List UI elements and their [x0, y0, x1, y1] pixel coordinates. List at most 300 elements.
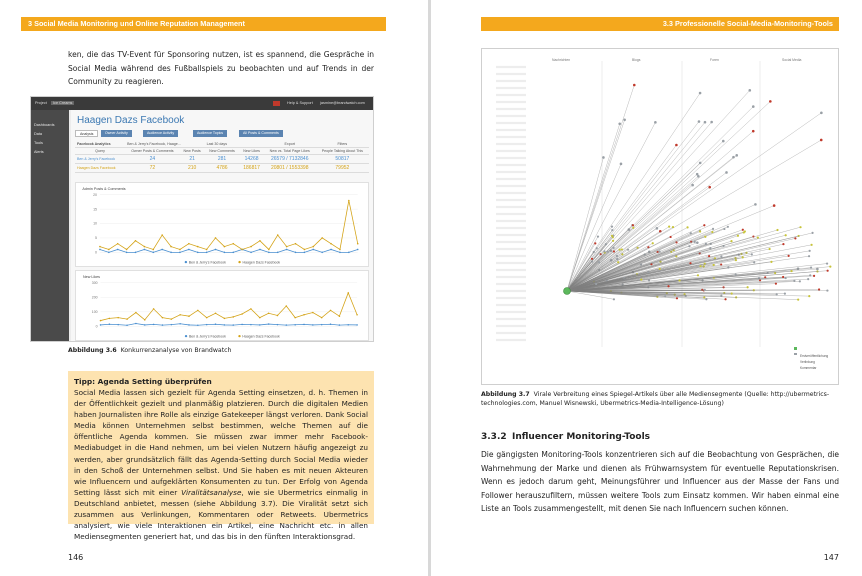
data-point [126, 324, 128, 326]
data-point [232, 316, 234, 318]
y-tick-label: 100 [91, 309, 98, 314]
data-point [277, 315, 279, 317]
spread-node [640, 279, 642, 281]
data-point [179, 314, 181, 316]
column-header: People Talking About This [316, 148, 369, 155]
spread-node [742, 229, 744, 231]
data-point [179, 323, 181, 325]
y-tick-label: 20 [93, 192, 98, 197]
spread-node [659, 250, 661, 252]
data-point [144, 324, 146, 326]
data-point [179, 249, 181, 251]
data-point [250, 324, 252, 326]
spread-node [820, 112, 823, 115]
spread-node [753, 261, 755, 263]
data-point [232, 324, 234, 326]
spread-node [619, 249, 621, 251]
series-line [101, 323, 358, 325]
column-header: New Posts [180, 148, 205, 155]
data-point [286, 324, 288, 326]
body-paragraph: ken, die das TV-Event für Sponsoring nutzen, ist es spannend, die Gespräche in Social Media während des Fußballspiels zu beobachten und auf Trends in der Community zu reagieren. [68, 50, 374, 87]
data-point [268, 249, 270, 251]
sidebar-item-dashboards: Dashboards [34, 123, 55, 127]
segment-header: Social Media [782, 58, 802, 62]
sidebar-item-tools: Tools [34, 141, 43, 145]
data-point [268, 323, 270, 325]
spread-node [809, 274, 811, 276]
table-cell: 186817 [239, 164, 263, 173]
screenshot-page-title: Haagen Dazs Facebook [77, 115, 185, 126]
spread-node [725, 171, 728, 174]
data-point [109, 318, 111, 320]
table-cell: 20801 / 1553398 [264, 164, 316, 173]
page-number-left: 146 [68, 553, 84, 562]
spread-node [705, 243, 707, 245]
data-point [232, 243, 234, 245]
legend-label: Haagen Dazs Facebook [242, 260, 281, 265]
legend-marker [185, 335, 187, 337]
tab-audience-topics: Audience Topics [193, 130, 227, 137]
spread-node [794, 237, 796, 239]
data-point [259, 249, 261, 251]
tip-box [68, 371, 374, 542]
data-point [321, 317, 323, 319]
spread-node [826, 262, 828, 264]
y-tick-label: 10 [93, 221, 98, 226]
screenshot-main [71, 110, 373, 342]
data-point [126, 252, 128, 254]
spread-node [752, 105, 755, 108]
spread-node [627, 249, 629, 251]
spread-node [597, 235, 599, 237]
data-point [153, 324, 155, 326]
spread-node [776, 293, 778, 295]
tab-all-posts: All Posts & Comments [239, 130, 283, 137]
data-point [188, 324, 190, 326]
spread-node [690, 232, 692, 234]
body-paragraph: Die gängigsten Monitoring-Tools konzentrieren sich auf die Beobachtung von Gesprächen, die Wahrnehmung der Marke und dienen als Frühwarnsystem für eventuelle Reputationskrisen. Wenn es jedoch darum geht, Meinungsführer und Influencer aus der Masse der Fans und Follower herauszufiltern, müssen weitere Tools zum Einsatz kommen. Wir haben einmal eine Liste an Tools zusammengestellt, mit denen Sie nach Influencern suchen können. [481, 450, 839, 514]
spread-node [667, 285, 669, 287]
data-point [171, 324, 173, 326]
series-line [100, 200, 358, 249]
data-point [294, 317, 296, 319]
data-point [197, 252, 199, 254]
data-point [259, 240, 261, 242]
spread-node [743, 231, 745, 233]
data-point [356, 324, 358, 326]
data-point [294, 324, 296, 326]
data-point [295, 243, 297, 245]
table-cell: 24 [125, 155, 180, 164]
legend-item: Kommentar [800, 366, 817, 370]
spread-node [694, 241, 696, 243]
spread-node [670, 236, 672, 238]
segment-header: Blogs [632, 58, 641, 62]
spread-node [704, 289, 706, 291]
spread-node [769, 100, 772, 103]
data-point [268, 312, 270, 314]
data-point [357, 243, 359, 245]
table-cell: 281 [205, 155, 240, 164]
spread-node [811, 232, 813, 234]
data-point [162, 324, 164, 326]
spread-node [773, 204, 776, 207]
spread-node [699, 92, 702, 95]
line-chart-admin-posts [75, 182, 369, 267]
help-menu: Help & Support [287, 101, 313, 105]
spread-node [782, 276, 784, 278]
column-header: Owner Posts & Comments [125, 148, 180, 155]
spread-node [747, 286, 749, 288]
right-page [431, 0, 862, 576]
spread-node [829, 266, 831, 268]
spread-node [727, 226, 729, 228]
tip-body-text: Social Media lassen sich gezielt für Agenda Setting einsetzen, d. h. Themen in der Öffentlichkeit gezielt und planmäßig platzieren. Durch die digitalen Medien haben Journalisten ihre Rolle als einzige Gatekeeper längst verloren. Dank Social Media können Unternehmen selbst bestimmen, welche Themen auf die öffentliche Agenda kommen. Sie müssen zwar immer mehr Facebook-Mediabudget in die Hand nehmen, um bei vielen Nutzern häufig angezeigt zu werden, aber grundsätzlich fällt das Agenda-Setting durch Social Media wieder in den Schoß der Unternehmen selbst. Und Sie haben es mit neuen Akteuren wie Influencern und aufgeklärten Konsumenten zu tun. Der Erfolg von Agenda Setting lässt sich mit einer [74, 388, 368, 497]
spread-node [826, 289, 828, 291]
data-point [304, 249, 306, 251]
screenshot-topbar [31, 97, 374, 110]
data-point [313, 249, 315, 251]
data-point [303, 314, 305, 316]
tip-body-emphasis: Viralitätsanalyse [181, 487, 242, 497]
data-point [312, 324, 314, 326]
brandwatch-screenshot [30, 96, 374, 342]
tip-title: Tipp: Agenda Setting überprüfen [74, 377, 212, 386]
data-point [286, 246, 288, 248]
y-tick-label: 5 [95, 236, 98, 241]
data-point [348, 200, 350, 202]
data-point [188, 249, 190, 251]
data-point [259, 317, 261, 319]
data-point [188, 315, 190, 317]
data-point [330, 323, 332, 325]
data-point [117, 249, 119, 251]
spread-node [727, 266, 729, 268]
data-point [339, 252, 341, 254]
spread-node [720, 295, 722, 297]
data-point [144, 319, 146, 321]
legend-marker [794, 353, 797, 355]
spread-node [697, 274, 699, 276]
spread-node [675, 144, 678, 147]
table-row [75, 164, 369, 173]
table-cell: 72 [125, 164, 180, 173]
spread-node [774, 272, 776, 274]
spread-node [623, 118, 626, 121]
sidebar-item-data: Data [34, 132, 43, 136]
running-head-right: 3.3 Professionelle Social-Media-Monitoring-Tools [481, 17, 839, 31]
spread-node [633, 84, 636, 87]
data-point [135, 312, 137, 314]
spread-node [632, 227, 634, 229]
spread-node [688, 245, 690, 247]
spread-node [723, 228, 725, 230]
data-point [126, 249, 128, 251]
spread-node [611, 225, 613, 227]
spread-node [784, 277, 786, 279]
segment-header: Nachrichten [552, 58, 571, 62]
data-point [99, 249, 101, 251]
data-point [152, 249, 154, 251]
data-point [224, 324, 226, 326]
data-point [161, 234, 163, 236]
data-point [117, 324, 119, 326]
spread-node [818, 288, 820, 290]
spread-node [713, 264, 715, 266]
table-cell: Ben & Jerry's Facebook [75, 155, 125, 164]
legend-item: Verlinkung [800, 360, 815, 364]
data-point [144, 249, 146, 251]
data-point [126, 318, 128, 320]
spread-node [696, 241, 699, 244]
data-point [108, 249, 110, 251]
spread-node [722, 286, 724, 288]
spread-node [618, 122, 621, 125]
data-point [259, 324, 261, 326]
spread-node [704, 121, 707, 124]
spread-edge [567, 131, 753, 291]
data-point [188, 243, 190, 245]
chart-selector: New Likes [83, 274, 101, 279]
spread-node [813, 275, 815, 277]
table-header-row [75, 148, 369, 155]
spread-node [664, 295, 666, 297]
data-point [197, 246, 199, 248]
data-point [339, 324, 341, 326]
data-point [321, 324, 323, 326]
spread-node [820, 139, 823, 142]
export-button: Export [264, 141, 316, 148]
spread-node [753, 289, 755, 291]
spread-node [612, 240, 614, 242]
column-header: New vs. Total Page Likes [264, 148, 316, 155]
column-header: New Likes [239, 148, 263, 155]
data-point [206, 317, 208, 319]
data-point [162, 317, 164, 319]
figure-caption [481, 390, 839, 408]
spread-node [620, 163, 623, 166]
spread-node [616, 255, 618, 257]
data-point [100, 324, 102, 326]
spread-node [598, 261, 600, 263]
legend-marker [185, 261, 187, 263]
project-label: Project [35, 101, 47, 105]
data-point [224, 252, 226, 254]
data-point [347, 324, 349, 326]
spread-node [672, 226, 674, 228]
data-point [179, 252, 181, 254]
data-point [241, 313, 243, 315]
spread-node [790, 270, 792, 272]
spread-node [594, 242, 596, 244]
figure-caption [68, 346, 374, 355]
spread-node [652, 242, 654, 244]
spread-node [816, 268, 819, 271]
spread-node [827, 270, 829, 272]
spread-node [724, 298, 726, 300]
data-point [250, 308, 252, 310]
spread-node [632, 224, 634, 226]
legend-marker [238, 335, 240, 337]
data-point [224, 318, 226, 320]
data-point [268, 252, 270, 254]
data-point [215, 249, 217, 251]
spread-node [611, 235, 613, 237]
viral-spread-figure [481, 48, 839, 385]
data-point [135, 252, 137, 254]
spread-node [799, 280, 801, 282]
spread-node [676, 297, 678, 299]
line-chart-new-likes [75, 270, 369, 341]
spread-node [710, 121, 713, 124]
data-point [215, 323, 217, 325]
spread-node [699, 162, 702, 165]
spread-node [656, 296, 658, 298]
spread-node [699, 265, 701, 267]
data-point [215, 237, 217, 239]
spread-node [696, 173, 699, 176]
y-tick-label: 15 [93, 207, 98, 212]
spread-node [711, 231, 713, 233]
data-point [206, 252, 208, 254]
data-point [197, 324, 199, 326]
y-tick-label: 0 [95, 324, 98, 329]
spread-node [785, 234, 787, 236]
spread-node [799, 226, 801, 228]
spread-node [603, 250, 605, 252]
spread-node [659, 268, 661, 270]
spread-node [735, 154, 738, 157]
data-point [348, 252, 350, 254]
filter-pages: Ben & Jerry's Facebook, Haage... [125, 141, 205, 148]
spread-node [810, 244, 812, 246]
spread-node [668, 226, 670, 228]
data-point [197, 310, 199, 312]
filter-label: Facebook Analytics [75, 141, 125, 148]
spread-node [810, 267, 812, 269]
project-select: Ice Creams [53, 101, 73, 105]
figure-caption-text: Virale Verbreitung eines Spiegel-Artikels über alle Mediensegmente (Quelle: http://ubermetrics-technologies.com, Manuel Wisnewski, Ubermetrics-Media-Intelligence-Lösung) [481, 391, 830, 407]
data-point [144, 246, 146, 248]
user-email: jasmine@brandwatch.com [320, 101, 365, 105]
spread-node [683, 293, 685, 295]
data-point [277, 252, 279, 254]
spread-node [788, 255, 790, 257]
data-point [135, 240, 137, 242]
spread-node [737, 235, 739, 237]
data-point [224, 246, 226, 248]
filter-range: Last 30 days [205, 141, 240, 148]
data-point [170, 252, 172, 254]
series-line [100, 249, 358, 252]
spread-node [613, 250, 615, 252]
table-row [75, 155, 369, 164]
data-point [250, 246, 252, 248]
table-cell: 79952 [316, 164, 369, 173]
y-tick-label: 0 [95, 250, 98, 255]
chart-selector: Admin Posts & Comments [82, 186, 126, 191]
data-point [330, 249, 332, 251]
spread-node [708, 186, 711, 189]
legend-marker [238, 261, 240, 263]
spread-node [809, 250, 811, 252]
spread-node [784, 293, 786, 295]
spread-node [731, 292, 733, 294]
comparison-table [75, 141, 369, 173]
data-point [215, 312, 217, 314]
spread-node [654, 121, 657, 124]
spread-node [602, 156, 605, 159]
data-point [100, 320, 102, 322]
spread-node [621, 248, 623, 250]
spread-node [703, 224, 705, 226]
page-number-right: 147 [823, 553, 839, 562]
running-head-left: 3 Social Media Monitoring und Online Reputation Management [21, 17, 386, 31]
data-point [277, 324, 279, 326]
figure-caption-text: Konkurrenzanalyse von Brandwatch [120, 347, 232, 354]
spread-node [748, 89, 751, 92]
data-point [109, 323, 111, 325]
section-title: Influencer Monitoring-Tools [512, 432, 651, 442]
spread-node [595, 283, 597, 285]
data-point [250, 252, 252, 254]
y-tick-label: 300 [91, 280, 98, 285]
spread-node [757, 237, 759, 239]
data-point [304, 252, 306, 254]
spread-node [611, 229, 613, 231]
origin-node [564, 288, 571, 295]
flag-icon [273, 101, 280, 106]
spread-node [722, 140, 725, 143]
spread-edge [567, 122, 655, 291]
left-page [0, 0, 428, 576]
data-point [206, 249, 208, 251]
tip-body [74, 387, 368, 542]
spread-node [768, 248, 770, 250]
spread-node [754, 203, 757, 206]
legend-label: Ben & Jerry's Facebook [188, 334, 226, 339]
data-point [303, 324, 305, 326]
figure-caption-label: Abbildung 3.7 [481, 391, 530, 398]
spread-node [770, 261, 772, 263]
data-point [108, 252, 110, 254]
section-heading [481, 432, 650, 442]
spread-node [678, 279, 680, 281]
spread-node [742, 256, 744, 258]
spread-node [705, 298, 707, 300]
spread-node [656, 227, 659, 230]
spread-node [613, 247, 615, 249]
tip-body-text: , wie sie Ubermetrics einmalig in Deutschland anbietet, messen (siehe Abbildung 3.7). Die Viralität setzt sich zusammen aus Verlinkungen, Kommentaren oder Retweets. Ubermetrics analysiert, wie viele Interaktionen ein Artikel, eine Nachricht etc. in allen Mediensegmenten generiert hat, und das bis in den fünften Interaktionsgrad. [74, 487, 368, 542]
data-point [152, 252, 154, 254]
data-point [321, 252, 323, 254]
data-point [277, 234, 279, 236]
table-cell: 26579 / 7132846 [264, 155, 316, 164]
spread-node [808, 295, 810, 297]
legend-marker [794, 347, 797, 350]
spread-node [797, 299, 799, 301]
spread-node [699, 230, 701, 232]
data-point [286, 305, 288, 307]
tab-analysis: Analysis [75, 130, 98, 137]
data-point [232, 252, 234, 254]
spread-node [751, 253, 753, 255]
data-point [117, 243, 119, 245]
data-point [339, 315, 341, 317]
column-header: New Comments [205, 148, 240, 155]
legend-label: Haagen Dazs Facebook [242, 334, 280, 339]
data-point [330, 243, 332, 245]
